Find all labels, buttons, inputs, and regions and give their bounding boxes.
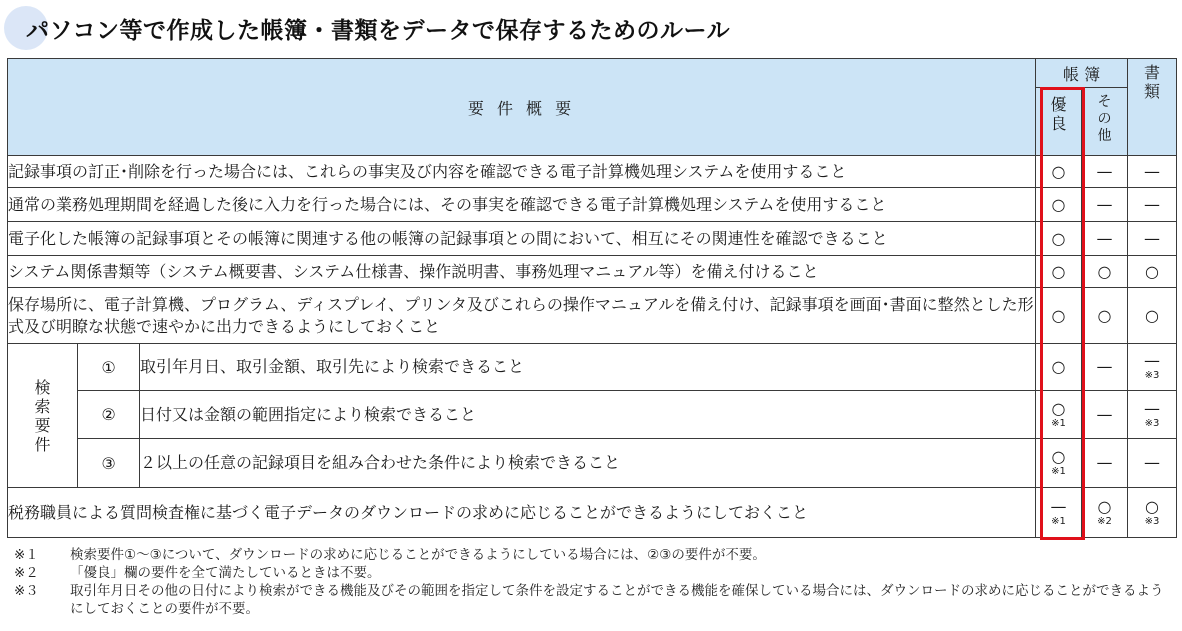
documents-mark: — [1128, 188, 1177, 222]
footnotes [14, 546, 1174, 618]
other-mark: — [1082, 391, 1128, 439]
excellent-mark: ○ [1036, 256, 1082, 288]
header-summary: 要 件 概 要 [8, 59, 1036, 156]
footnote: ※３ 取引年月日その他の日付により検索ができる機能及びその範囲を指定して条件を設定することができる機能を確保している場合には、ダウンロードの求めに応じることができるようにしておくことの要件が不要。 [14, 583, 1164, 617]
excellent-mark: ○ [1036, 188, 1082, 222]
other-mark: ○ [1082, 288, 1128, 344]
requirement-text: 保存場所に、電子計算機、プログラム、ディスプレイ、プリンタ及びこれらの操作マニュアルを備え付け、記録事項を画面･書面に整然とした形式及び明瞭な状態で速やかに出力できるようにしておくこと [8, 288, 1036, 344]
search-item-text: ２以上の任意の記録項目を組み合わせた条件により検索できること [140, 439, 1036, 488]
other-mark: — [1082, 222, 1128, 256]
excellent-mark: ○ [1036, 222, 1082, 256]
documents-mark: — ※3 [1128, 344, 1177, 391]
table-row [8, 488, 1177, 538]
excellent-mark: ○ ※1 [1036, 439, 1082, 488]
page-title: パソコン等で作成した帳簿・書類をデータで保存するためのルール [26, 18, 731, 44]
table-row [8, 222, 1177, 256]
documents-mark: — [1128, 439, 1177, 488]
header-documents: 書類 [1128, 59, 1177, 156]
documents-mark: — ※3 [1128, 391, 1177, 439]
search-row [8, 344, 1177, 391]
search-item-number: ② [78, 391, 140, 439]
documents-mark: ○ [1128, 256, 1177, 288]
footnote: ※２ 「優良」欄の要件を全て満たしているときは不要。 [14, 565, 381, 581]
other-mark: — [1082, 156, 1128, 188]
requirement-text: システム関係書類等（システム概要書、システム仕様書、操作説明書、事務処理マニュアル等）を備え付けること [8, 256, 1036, 288]
excellent-mark: ○ [1036, 288, 1082, 344]
requirement-text: 電子化した帳簿の記録事項とその帳簿に関連する他の帳簿の記録事項との間において、相互にその関連性を確認できること [8, 222, 1036, 256]
header-other: その他 [1082, 88, 1128, 156]
excellent-mark: — ※1 [1036, 488, 1082, 538]
requirement-text: 記録事項の訂正･削除を行った場合には、これらの事実及び内容を確認できる電子計算機処理システムを使用すること [8, 156, 1036, 188]
title-bar [0, 0, 1182, 52]
other-mark: — [1082, 439, 1128, 488]
requirement-text: 税務職員による質問検査権に基づく電子データのダウンロードの求めに応じることができるようにしておくこと [8, 488, 1036, 538]
other-mark: — [1082, 188, 1128, 222]
rules-table [7, 58, 1177, 538]
documents-mark: ○ [1128, 288, 1177, 344]
search-item-text: 取引年月日、取引金額、取引先により検索できること [140, 344, 1036, 391]
footnote: ※１ 検索要件①～③について、ダウンロードの求めに応じることができるようにしている場合には、②③の要件が不要。 [14, 547, 766, 563]
documents-mark: — [1128, 156, 1177, 188]
header-ledger: 帳 簿 [1036, 59, 1128, 88]
other-mark: ○ [1082, 256, 1128, 288]
search-item-number: ③ [78, 439, 140, 488]
table-row [8, 288, 1177, 344]
excellent-mark: ○ [1036, 344, 1082, 391]
other-mark: — [1082, 344, 1128, 391]
requirement-text: 通常の業務処理期間を経過した後に入力を行った場合には、その事実を確認できる電子計算機処理システムを使用すること [8, 188, 1036, 222]
search-item-number: ① [78, 344, 140, 391]
excellent-mark: ○ ※1 [1036, 391, 1082, 439]
table-row [8, 156, 1177, 188]
search-row [8, 391, 1177, 439]
search-item-text: 日付又は金額の範囲指定により検索できること [140, 391, 1036, 439]
table-row [8, 256, 1177, 288]
documents-mark: ○ ※3 [1128, 488, 1177, 538]
table-row [8, 188, 1177, 222]
header-row-1 [8, 59, 1177, 88]
documents-mark: — [1128, 222, 1177, 256]
excellent-mark: ○ [1036, 156, 1082, 188]
search-row [8, 439, 1177, 488]
header-excellent: 優良 [1036, 88, 1082, 156]
search-requirements-label: 検索要件 [8, 344, 78, 488]
other-mark: ○ ※2 [1082, 488, 1128, 538]
